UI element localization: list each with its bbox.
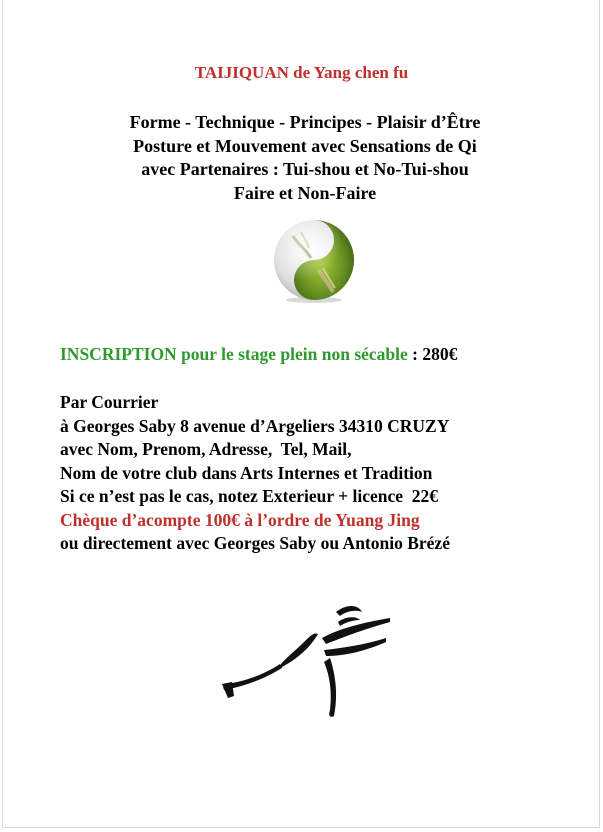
inscription-label: INSCRIPTION pour le stage plein non sécable bbox=[60, 344, 408, 364]
courrier-licence: Si ce n’est pas le cas, notez Exterieur + licence 22€ bbox=[60, 486, 439, 506]
taichi-figure-icon bbox=[218, 598, 393, 723]
courrier-direct: ou directement avec Georges Saby ou Antonio Brézé bbox=[60, 533, 450, 553]
intro-line-4: Faire et Non-Faire bbox=[233, 182, 377, 203]
courrier-cheque: Chèque d’acompte 100€ à l’ordre de Yuang Jing bbox=[60, 509, 420, 530]
title-text: TAIJIQUAN de Yang chen fu bbox=[194, 63, 409, 82]
courrier-club: Nom de votre club dans Arts Internes et Tradition bbox=[60, 462, 433, 483]
courrier-address: à Georges Saby 8 avenue d’Argeliers 34310 CRUZY bbox=[60, 415, 450, 436]
inscription-price: 280€ bbox=[422, 344, 458, 364]
page-title bbox=[0, 62, 603, 84]
intro-block bbox=[0, 111, 603, 205]
courrier-fields: avec Nom, Prenom, Adresse, Tel, Mail, bbox=[60, 439, 352, 459]
inscription-separator: : bbox=[407, 344, 423, 364]
courrier-heading: Par Courrier bbox=[60, 392, 159, 412]
intro-line-2: Posture et Mouvement avec Sensations de Qi bbox=[133, 135, 477, 156]
inscription-line bbox=[60, 343, 457, 366]
intro-line-1: Forme - Technique - Principes - Plaisir d’Être bbox=[129, 112, 481, 132]
intro-line-3: avec Partenaires : Tui-shou et No-Tui-shou bbox=[141, 159, 469, 179]
courrier-block bbox=[60, 391, 450, 556]
yin-yang-icon bbox=[271, 218, 357, 304]
